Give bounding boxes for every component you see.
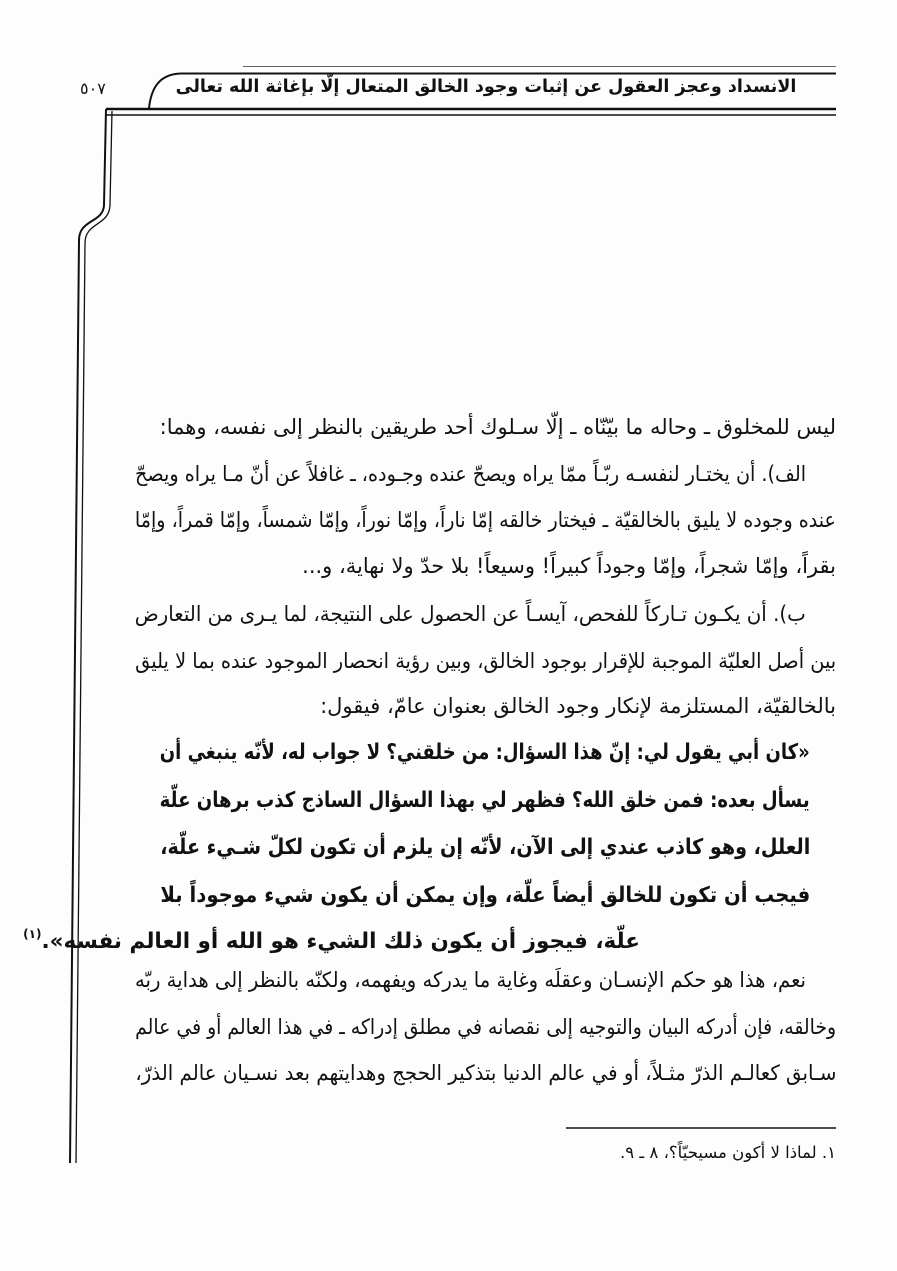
body-line: الف). أن يختـار لنفسـه ربّـاً ممّا يراه ويصحّ عنده وجـوده، ـ غافلاً عن أنّ مـا يراه ويصحّ <box>135 462 806 486</box>
body-line: بالخالقيّة، المستلزمة لإنكار وجود الخالق بعنوان عامّ، فيقول: <box>320 694 836 718</box>
left-border-inner <box>76 111 112 1163</box>
body-line: بقراً، وإمّا شجراً، وإمّا وجوداً كبيراً! وسيعاً! بلا حدّ ولا نهاية، و... <box>302 554 836 578</box>
quote-line: العلل، وهو كاذب عندي إلى الآن، لأنّه إن يلزم أن تكون لكلّ شـيء علّة، <box>160 835 810 860</box>
body-line: ليس للمخلوق ـ وحاله ما بيّنّاه ـ إلّا سـلوك أحد طريقين بالنظر إلى نفسه، وهما: <box>159 415 836 439</box>
body-line: بين أصل العليّة الموجبة للإقرار بوجود الخالق، وبين رؤية انحصار الموجود عنده بما لا يليق <box>135 649 836 673</box>
left-border-outer <box>70 109 106 1163</box>
page-number: ٥٠٧ <box>80 79 106 98</box>
body-line: ب). أن يكـون تـاركاً للفحص، آيسـاً عن الحصول على النتيجة، لما يـرى من التعارض <box>135 602 806 626</box>
running-header-title: الانسداد وعجز العقول عن إثبات وجود الخالق المتعال إلّا بإغاثة الله تعالى <box>175 77 797 97</box>
footnote-reference-marker: (١) <box>23 927 42 941</box>
footnote-text: ١. لماذا لا أكون مسيحيّاً؟، ٨ ـ ٩. <box>620 1143 836 1162</box>
quote-line: فيجب أن تكون للخالق أيضاً علّة، وإن يمكن أن يكون شيء موجوداً بلا <box>160 883 810 908</box>
body-line: وخالقه، فإن أدركه البيان والتوجيه إلى نقصانه في مطلق إدراكه ـ في هذا العالم أو في عالم <box>135 1015 836 1039</box>
body-line: عنده وجوده لا يليق بالخالقيّة ـ فيختار خالقه إمّا ناراً، وإمّا نوراً، وإمّا شمساً، وإمّا قمراً، وإمّا <box>135 508 836 532</box>
quote-line: «كان أبي يقول لي: إنّ هذا السؤال: من خلقني؟ لا جواب له، لأنّه ينبغي أن <box>160 740 810 765</box>
body-line: سـابق كعالـم الذرّ مثـلاً، أو في عالم الدنيا بتذكير الحجج وهدايتهم بعد نسـيان عالم الذرّ، <box>135 1061 836 1085</box>
body-line: نعم، هذا هو حكم الإنسـان وعقلَه وغاية ما يدركه ويفهمه، ولكنّه بالنظر إلى هداية ربّه <box>135 968 806 992</box>
quote-line: يسأل بعده: فمن خلق الله؟ فظهر لي بهذا السؤال الساذج كذب برهان علّة <box>160 788 810 813</box>
quote-line-last: علّة، فيجوز أن يكون ذلك الشيء هو الله أو العالم نفسه».$^{(١)}$ <box>23 927 640 955</box>
